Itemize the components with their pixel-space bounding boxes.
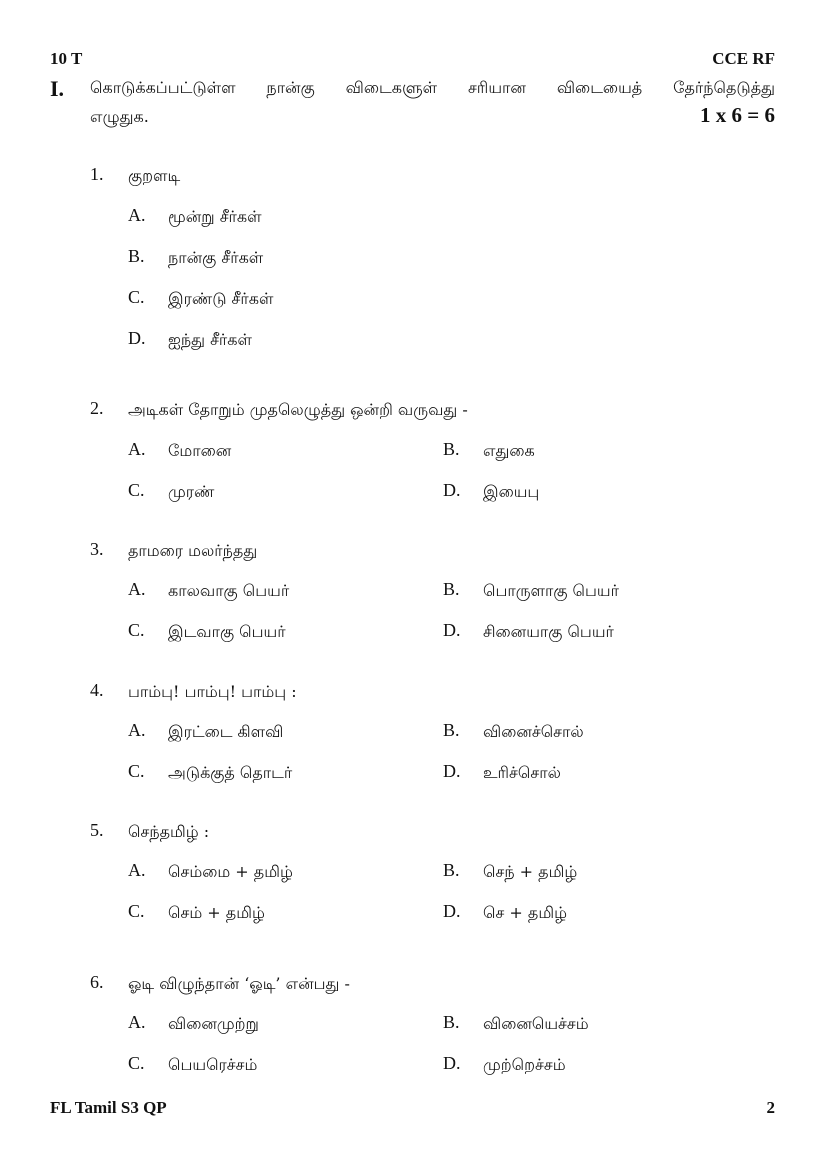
option-letter: B.	[443, 579, 460, 599]
option-letter: D.	[128, 328, 146, 348]
header-code: 10 T	[50, 49, 83, 68]
option-letter: A.	[128, 1012, 146, 1032]
option-text: செம்மை + தமிழ்	[168, 862, 293, 881]
option-letter: C.	[128, 620, 145, 640]
section-instruction-line1: கொடுக்கப்பட்டுள்ள நான்கு விடைகளுள் சரியான விடையைத் தேர்ந்தெடுத்து	[90, 78, 775, 97]
header-series: CCE RF	[712, 49, 775, 68]
option-text: மோனை	[168, 441, 232, 460]
option-text: செந் + தமிழ்	[483, 862, 578, 881]
option-text: இயைபு	[483, 482, 540, 501]
option-letter: B.	[443, 860, 460, 880]
question-number: 2.	[90, 398, 104, 418]
option-text: செ + தமிழ்	[483, 903, 567, 922]
option-text: பெயரெச்சம்	[168, 1055, 258, 1074]
footer-paper-code: FL Tamil S3 QP	[50, 1098, 167, 1117]
option-text: அடுக்குத் தொடர்	[168, 763, 293, 782]
option-text: சினையாகு பெயர்	[483, 622, 614, 641]
option-text: செம் + தமிழ்	[168, 903, 265, 922]
option-letter: B.	[443, 439, 460, 459]
option-letter: A.	[128, 720, 146, 740]
option-text: ஐந்து சீர்கள்	[168, 330, 252, 349]
question-text: செந்தமிழ் :	[128, 822, 210, 841]
section-instruction-line2: எழுதுக.	[90, 107, 149, 126]
option-letter: C.	[128, 287, 145, 307]
option-letter: A.	[128, 860, 146, 880]
option-text: முற்றெச்சம்	[483, 1055, 566, 1074]
option-letter: A.	[128, 205, 146, 225]
option-letter: C.	[128, 761, 145, 781]
question-number: 6.	[90, 972, 104, 992]
option-text: இரட்டை கிளவி	[168, 722, 284, 741]
option-text: மூன்று சீர்கள்	[168, 207, 262, 226]
option-letter: D.	[443, 620, 461, 640]
option-letter: B.	[443, 720, 460, 740]
option-text: காலவாகு பெயர்	[168, 581, 290, 600]
option-letter: C.	[128, 901, 145, 921]
option-letter: D.	[443, 1053, 461, 1073]
page-number: 2	[766, 1098, 775, 1117]
section-number: I.	[50, 76, 65, 101]
option-text: இரண்டு சீர்கள்	[168, 289, 274, 308]
section-marks: 1 x 6 = 6	[700, 103, 775, 127]
option-letter: B.	[443, 1012, 460, 1032]
option-text: எதுகை	[483, 441, 535, 460]
option-letter: C.	[128, 480, 145, 500]
option-text: வினைமுற்று	[168, 1014, 259, 1033]
option-text: வினைச்சொல்	[483, 722, 584, 741]
option-letter: D.	[443, 480, 461, 500]
question-number: 5.	[90, 820, 104, 840]
option-text: இடவாகு பெயர்	[168, 622, 286, 641]
question-text: தாமரை மலர்ந்தது	[128, 541, 258, 560]
option-letter: C.	[128, 1053, 145, 1073]
option-text: நான்கு சீர்கள்	[168, 248, 264, 267]
question-number: 4.	[90, 680, 104, 700]
option-text: பொருளாகு பெயர்	[483, 581, 619, 600]
question-number: 3.	[90, 539, 104, 559]
option-letter: A.	[128, 439, 146, 459]
option-text: வினையெச்சம்	[483, 1014, 589, 1033]
question-text: ஓடி விழுந்தான் ‘ஓடி’ என்பது -	[128, 974, 350, 993]
question-text: குறளடி	[128, 166, 181, 185]
option-letter: D.	[443, 901, 461, 921]
option-letter: B.	[128, 246, 145, 266]
question-text: அடிகள் தோறும் முதலெழுத்து ஒன்றி வருவது -	[128, 400, 468, 419]
option-letter: D.	[443, 761, 461, 781]
question-text: பாம்பு! பாம்பு! பாம்பு :	[128, 682, 297, 701]
option-letter: A.	[128, 579, 146, 599]
question-number: 1.	[90, 164, 104, 184]
option-text: முரண்	[168, 482, 215, 501]
option-text: உரிச்சொல்	[483, 763, 561, 782]
